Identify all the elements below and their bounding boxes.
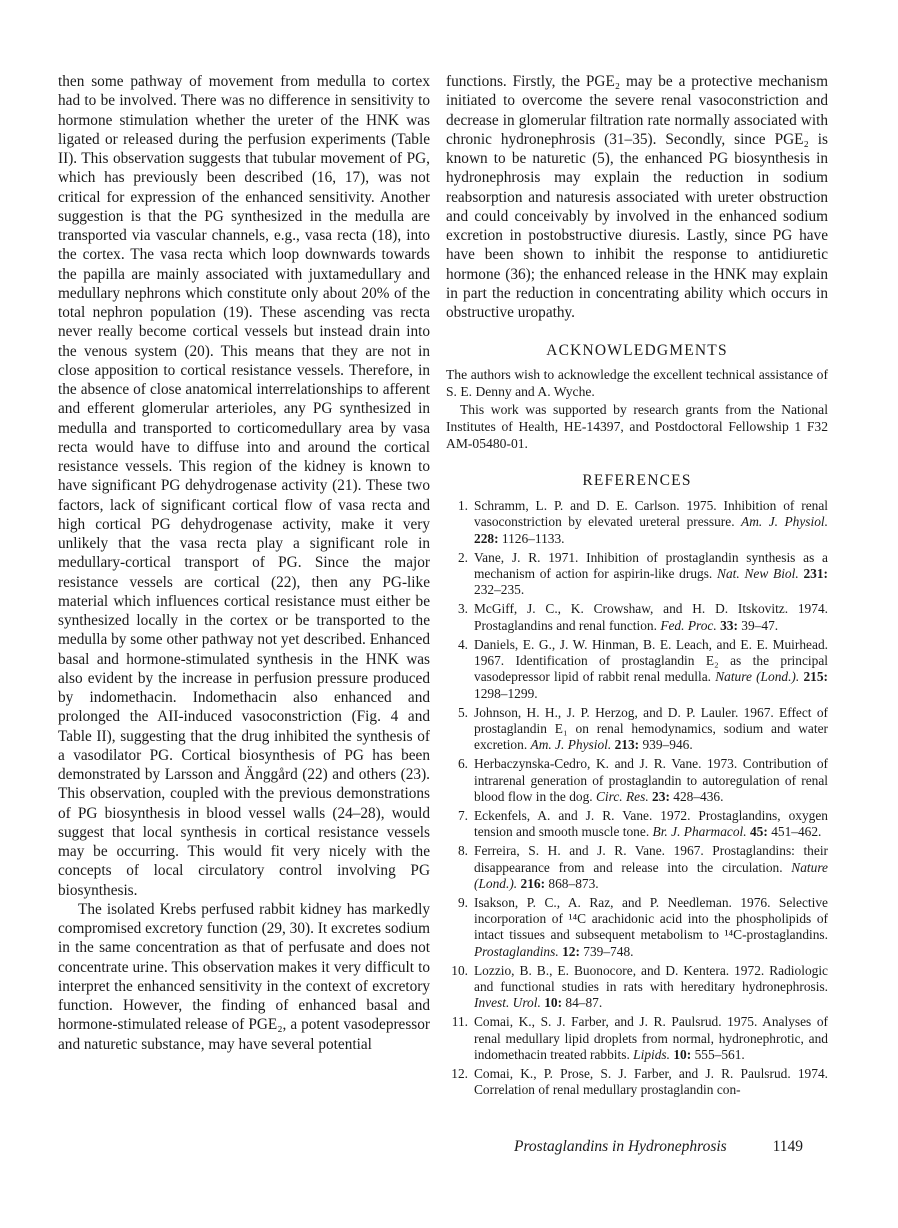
reference-item xyxy=(446,601,828,633)
reference-text xyxy=(474,1066,828,1098)
reference-number: 4. xyxy=(457,636,468,652)
reference-authors: Comai, K., S. J. Farber, and J. R. Paulsrud. 1975. Analyses of renal medullary lipid droplets from normal, hydronephrotic, and indomethacin treated rabbits. xyxy=(474,1014,828,1062)
reference-volume: 23: xyxy=(652,788,670,804)
reference-number: 10. xyxy=(451,962,468,978)
acknowledgments-heading: ACKNOWLEDGMENTS xyxy=(546,342,728,360)
reference-text xyxy=(474,637,828,702)
reference-item xyxy=(446,1014,828,1063)
reference-text xyxy=(474,895,828,960)
reference-number: 8. xyxy=(457,843,468,859)
reference-number: 9. xyxy=(457,894,468,910)
reference-authors: Daniels, E. G., J. W. Hinman, B. E. Leach, and E. E. Muirhead. 1967. Identification of prostaglandin E₂ as the principal vasodepressor lipid of rabbit renal medulla. xyxy=(474,636,828,685)
reference-item xyxy=(446,895,828,960)
reference-item xyxy=(446,1066,828,1098)
reference-journal: Am. J. Physiol. xyxy=(530,737,612,753)
reference-pages: 84–87. xyxy=(562,995,603,1011)
reference-pages: 739–748. xyxy=(579,943,634,959)
reference-text xyxy=(474,963,828,1012)
page-number: 1149 xyxy=(772,1138,804,1155)
reference-volume: 12: xyxy=(562,943,580,959)
left-column xyxy=(58,72,430,1054)
reference-item xyxy=(446,705,828,754)
body-paragraph: The isolated Krebs perfused rabbit kidney has markedly compromised excretory function (29, 30). It excretes sodium in the same concentration as that of perfusate and does not concentrate urine. This observation makes it very difficult to interpret the enhanced sensitivity in the context of excretory function. However, the finding of enhanced basal and hormone-stimulated release of PGE₂, a potent vasodepressor and naturetic substance, may have several potential xyxy=(58,900,430,1053)
body-paragraph: then some pathway of movement from medulla to cortex had to be involved. There was no difference in sensitivity to hormone stimulation whether the ureter of the HNK was ligated or released during the perfusion experiments (Table II). This observation suggests that tubular movement of PG, which has previously been described (16, 17), was not critical for expression of the enhanced sensitivity. Another suggestion is that the PG synthesized in the medulla are transported via vascular channels, e.g., vasa recta (18), into the cortex. The vasa recta which loop downwards towards the papilla are mainly associated with juxtamedullary and medullary nephrons which constitute only about 20% of the total nephron population (19). These ascending vas recta never really become cortical vessels but instead drain into the venous system (20). This means that they are not in close apposition to cortical resistance vessels. Therefore, in the absence of close anatomical interrelationships to afferent and efferent glomerular arterioles, any PG synthesized in medulla and transported to corticomedullary area by vasa recta would have to diffuse into and around the cortical resistance vessels. This region of the kidney is known to have significant PG dehydrogenase activity (21). These two factors, lack of significant cortical flow of vasa recta and high cortical PG dehydrogenase activity, make it very unlikely that the vasa recta play a significant role in medullary-cortical transport of PG. Since the major resistance vessels are cortical (22), then any PG-like material which influences cortical resistance must either be synthesized locally in the cortex or be transported to the medulla by some other pathway not yet described. Enhanced basal and hormone-stimulated synthesis in the HNK was also evident by the increase in perfusion pressure produced by indomethacin. Indomethacin also enhanced and prolonged the AII-induced vasoconstriction (Fig. 4 and Table II), suggesting that the drug inhibited the synthesis of a vasodilator PG. Cortical biosynthesis of PG has been demonstrated by Larsson and Änggård (22) and others (23). This observation, coupled with the previous demonstrations of PG biosynthesis in blood vessel walls (24–28), would suggest that local synthesis in cortical resistance vessels may be occurring. This would fit very nicely with the concepts of local circulatory control involving PG biosynthesis. xyxy=(58,73,430,899)
reference-number: 7. xyxy=(457,807,468,823)
reference-volume: 10: xyxy=(544,995,563,1011)
running-title: Prostaglandins in Hydronephrosis xyxy=(514,1138,727,1155)
reference-volume: 45: xyxy=(749,824,768,840)
reference-authors: McGiff, J. C., K. Crowshaw, and H. D. Itskovitz. 1974. Prostaglandins and renal function. xyxy=(474,601,828,633)
reference-volume: 33: xyxy=(720,617,738,633)
reference-volume: 216: xyxy=(520,875,546,891)
reference-journal: Fed. Proc. xyxy=(660,617,717,633)
reference-text xyxy=(474,756,828,805)
right-column xyxy=(446,72,828,1101)
reference-journal: Nature (Lond.). xyxy=(715,669,800,685)
reference-list xyxy=(446,498,828,1098)
reference-journal: Nature (Lond.). xyxy=(474,859,828,891)
reference-text xyxy=(474,498,828,547)
reference-number: 6. xyxy=(457,756,468,772)
reference-item xyxy=(446,843,828,892)
reference-item xyxy=(446,963,828,1012)
reference-item xyxy=(446,808,828,840)
reference-journal: Invest. Urol. xyxy=(474,995,541,1011)
reference-volume: 228: xyxy=(474,530,499,546)
page-footer xyxy=(514,1138,803,1156)
reference-pages: 939–946. xyxy=(639,737,693,753)
reference-journal: Lipids. xyxy=(633,1046,670,1062)
funding-text: This work was supported by research grants from the National Institutes of Health, HE-14397, and Postdoctoral Fellowship 1 F32 AM-05480-01. xyxy=(446,401,828,452)
reference-text xyxy=(474,705,828,754)
reference-authors: Vane, J. R. 1971. Inhibition of prostaglandin synthesis as a mechanism of action for aspirin-like drugs. xyxy=(474,549,828,582)
reference-authors: Ferreira, S. H. and J. R. Vane. 1967. Prostaglandins: their disappearance from and release into the circulation. xyxy=(474,843,828,875)
reference-journal: Prostaglandins. xyxy=(474,943,559,959)
reference-number: 5. xyxy=(457,704,468,720)
reference-text xyxy=(474,843,828,892)
reference-item xyxy=(446,550,828,599)
reference-journal: Nat. New Biol. xyxy=(717,566,799,582)
reference-item xyxy=(446,498,828,547)
reference-pages: 868–873. xyxy=(545,875,599,891)
reference-authors: Herbaczynska-Cedro, K. and J. R. Vane. 1973. Contribution of intrarenal generation of prostaglandin to autoregulation of renal blood flow in the dog. xyxy=(474,756,828,804)
reference-authors: Johnson, H. H., J. P. Herzog, and D. P. Lauler. 1967. Effect of prostaglandin E₁ on renal hemodynamics, sodium and water excretion. xyxy=(474,704,828,753)
reference-text xyxy=(474,601,828,633)
reference-pages: 1126–1133. xyxy=(498,530,565,546)
references-heading: REFERENCES xyxy=(582,472,692,490)
reference-number: 1. xyxy=(457,498,468,514)
reference-pages: 451–462. xyxy=(767,824,822,840)
reference-item xyxy=(446,756,828,805)
reference-text xyxy=(474,1014,828,1063)
acknowledgments-text: The authors wish to acknowledge the excellent technical assistance of S. E. Denny and A. Wyche. xyxy=(446,367,828,400)
reference-text xyxy=(474,550,828,599)
reference-volume: 215: xyxy=(803,669,828,685)
reference-number: 3. xyxy=(457,601,468,617)
reference-volume: 213: xyxy=(614,737,640,753)
reference-authors: Schramm, L. P. and D. E. Carlson. 1975. Inhibition of renal vasoconstriction by elevated ureteral pressure. xyxy=(474,498,828,530)
reference-item xyxy=(446,637,828,702)
reference-pages: 428–436. xyxy=(669,788,724,804)
reference-volume: 10: xyxy=(673,1046,692,1062)
reference-authors: Comai, K., P. Prose, S. J. Farber, and J. R. Paulsrud. 1974. Correlation of renal medullary prostaglandin con- xyxy=(474,1065,828,1098)
reference-authors: Eckenfels, A. and J. R. Vane. 1972. Prostaglandins, oxygen tension and smooth muscle tone. xyxy=(474,807,828,840)
reference-authors: Isakson, P. C., A. Raz, and P. Needleman. 1976. Selective incorporation of ¹⁴C arachidonic acid into the phospholipids of intact tissues and subsequent metabolism to ¹⁴C-prostaglandins. xyxy=(474,894,828,943)
reference-journal: Br. J. Pharmacol. xyxy=(652,824,747,840)
reference-number: 2. xyxy=(457,549,468,565)
body-paragraph: functions. Firstly, the PGE₂ may be a protective mechanism initiated to overcome the severe renal vasoconstriction and decrease in glomerular filtration rate normally associated with chronic hydronephrosis (31–35). Secondly, since PGE₂ is known to be naturetic (5), the enhanced PG biosynthesis in hydronephrosis may explain the reduction in sodium reabsorption and naturesis associated with ureter obstruction and could conceivably by involved in the enhanced sodium excretion in postobstructive diuresis. Lastly, since PG have have been shown to inhibit the response to antidiuretic hormone (36); the enhanced release in the HNK may explain in part the reduction in concentrating ability which occurs in obstructive uropathy. xyxy=(446,73,828,321)
reference-authors: Lozzio, B. B., E. Buonocore, and D. Kentera. 1972. Radiologic and functional studies in rats with hereditary hydronephrosis. xyxy=(474,962,828,994)
reference-journal: Circ. Res. xyxy=(596,788,649,804)
reference-text xyxy=(474,808,828,840)
reference-pages: 1298–1299. xyxy=(474,685,538,701)
reference-number: 11. xyxy=(451,1014,468,1030)
reference-number: 12. xyxy=(451,1065,468,1081)
reference-pages: 39–47. xyxy=(737,617,779,633)
reference-pages: 232–235. xyxy=(474,582,525,598)
reference-pages: 555–561. xyxy=(691,1046,745,1062)
reference-journal: Am. J. Physiol. xyxy=(741,514,828,530)
reference-volume: 231: xyxy=(803,566,828,582)
